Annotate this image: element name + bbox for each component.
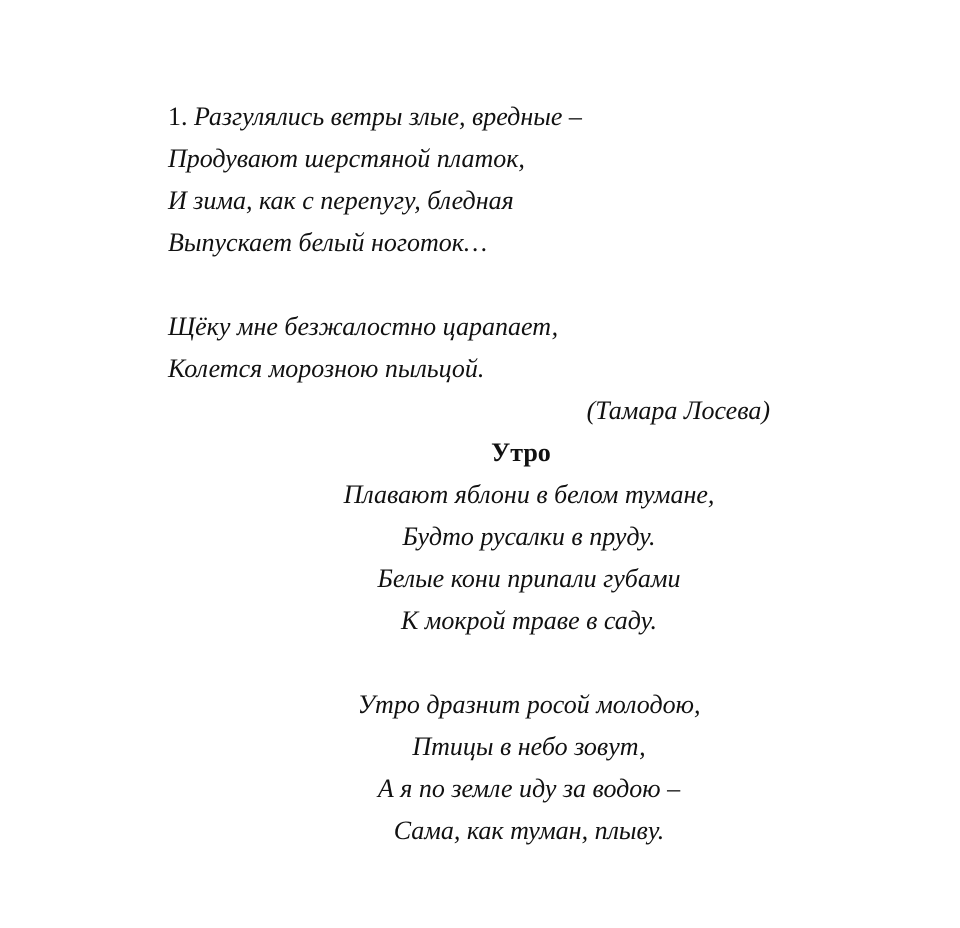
poem1-line-1 (168, 96, 582, 138)
poem2-line-4: К мокрой траве в саду. (401, 606, 657, 635)
poem1-line-1-text: Разгулялись ветры злые, вредные – (194, 102, 582, 131)
poem2-line-7: А я по земле иду за водою – (377, 774, 681, 803)
poem1-line-3: И зима, как с перепугу, бледная (168, 186, 514, 215)
poem2-line-5: Утро дразнит росой молодою, (357, 690, 701, 719)
poem2-title: Утро (491, 438, 551, 467)
poem2-line-6: Птицы в небо зовут, (412, 732, 646, 761)
poem2-line-8: Сама, как туман, плыву. (393, 816, 665, 845)
poem1-line-5: Щёку мне безжалостно царапает, (168, 312, 559, 341)
poem2-line-1: Плавают яблони в белом тумане, (343, 480, 715, 509)
poem2-line-3: Белые кони припали губами (377, 564, 681, 593)
poem1-line-2: Продувают шерстяной платок, (168, 144, 525, 173)
poem2-line-2: Будто русалки в пруду. (402, 522, 656, 551)
poem1-author: (Тамара Лосева) (586, 396, 770, 425)
poem1-line-4: Выпускает белый ноготок… (168, 228, 488, 257)
poem1-number: 1. (168, 102, 188, 131)
poem1-line-6: Колется морозною пыльцой. (168, 354, 485, 383)
